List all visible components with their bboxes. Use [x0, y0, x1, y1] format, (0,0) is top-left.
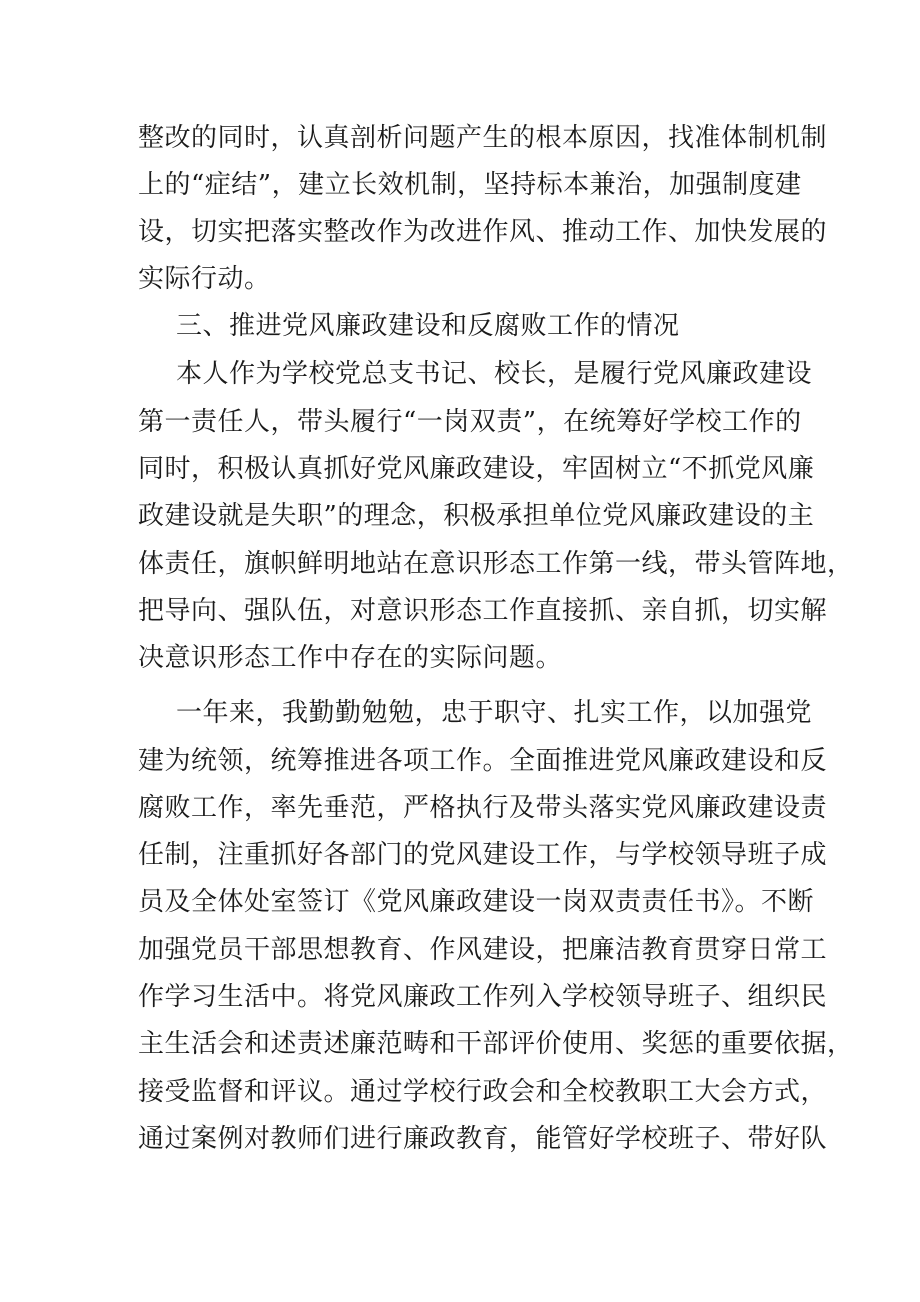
paragraph-line: 体责任，旗帜鲜明地站在意识形态工作第一线，带头管阵地， — [138, 549, 854, 579]
paragraph-line: 整改的同时，认真剖析问题产生的根本原因，找准体制机制 — [138, 123, 828, 153]
paragraph-line: 决意识形态工作中存在的实际问题。 — [138, 643, 563, 673]
paragraph-line: 任制，注重抓好各部门的党风建设工作，与学校领导班子成 — [138, 840, 828, 870]
paragraph-line: 把导向、强队伍，对意识形态工作直接抓、亲自抓，切实解 — [138, 596, 828, 626]
paragraph-line: 员及全体处室签订《党风廉政建设一岗双责责任书》。不断 — [138, 887, 815, 917]
paragraph-line: 主生活会和述责述廉范畴和干部评价使用、奖惩的重要依据， — [138, 1029, 854, 1059]
paragraph-line: 接受监督和评议。通过学校行政会和全校教职工大会方式， — [138, 1077, 828, 1107]
paragraph-line: 政建设就是失职”的理念，积极承担单位党风廉政建设的主 — [138, 501, 815, 531]
section-heading: 三、推进党风廉政建设和反腐败工作的情况 — [176, 311, 680, 341]
paragraph-line: 第一责任人，带头履行“一岗双责”，在统筹好学校工作的 — [138, 407, 802, 437]
paragraph-line: 本人作为学校党总支书记、校长，是履行党风廉政建设 — [176, 359, 813, 389]
paragraph-line: 设，切实把落实整改作为改进作风、推动工作、加快发展的 — [138, 217, 828, 247]
paragraph-line: 腐败工作，率先垂范，严格执行及带头落实党风廉政建设责 — [138, 793, 828, 823]
paragraph-line: 上的“症结”，建立长效机制，坚持标本兼治，加强制度建 — [138, 170, 802, 200]
paragraph-line: 建为统领，统筹推进各项工作。全面推进党风廉政建设和反 — [138, 746, 828, 776]
paragraph-line: 作学习生活中。将党风廉政工作列入学校领导班子、组织民 — [138, 982, 828, 1012]
paragraph-line: 同时，积极认真抓好党风廉政建设，牢固树立“不抓党风廉 — [138, 454, 815, 484]
paragraph-line: 实际行动。 — [138, 264, 271, 294]
paragraph-line: 一年来，我勤勤勉勉，忠于职守、扎实工作，以加强党 — [176, 698, 813, 728]
paragraph-line: 通过案例对教师们进行廉政教育，能管好学校班子、带好队 — [138, 1124, 828, 1154]
paragraph-line: 加强党员干部思想教育、作风建设，把廉洁教育贯穿日常工 — [138, 935, 828, 965]
